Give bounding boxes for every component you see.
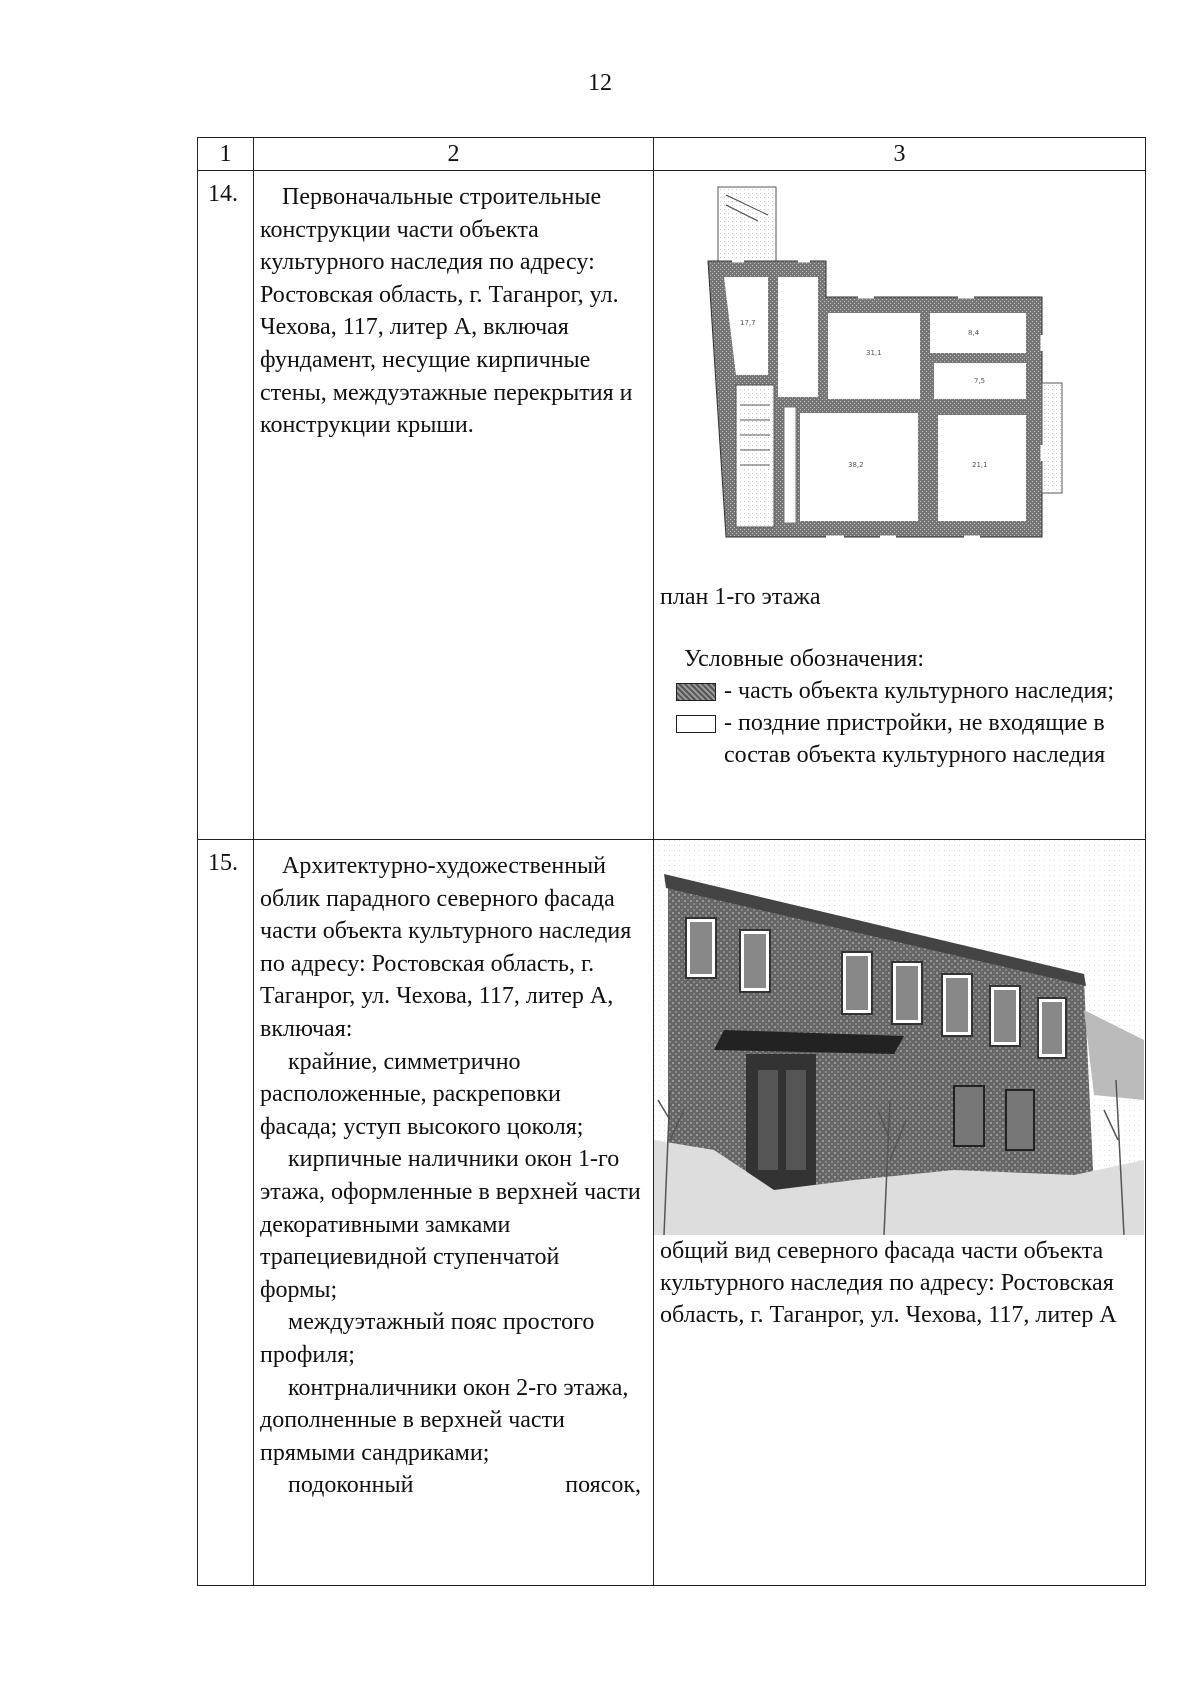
row-intro: Архитектурно-художественный облик парадного северного фасада части объекта культурного наследия по адресу: Ростовская область, г. Таганрог, ул. Чехова, 117, литер А, включая: — [260, 853, 632, 1042]
photo-caption: общий вид северного фасада части объекта культурного наследия по адресу: Ростовская область, г. Таганрог, ул. Чехова, 117, литер А — [660, 1238, 1117, 1328]
feature-item: кирпичные наличники окон 1-го этажа, оформленные в верхней части декоративными замками трапециевидной ступенчатой формы; — [260, 1146, 641, 1303]
page-number: 12 — [588, 70, 612, 96]
svg-text:8,4: 8,4 — [968, 329, 980, 337]
illustration-cell — [654, 171, 1146, 840]
facade-photo — [654, 840, 1145, 1235]
floor-plan — [654, 171, 1145, 581]
illustration-cell — [654, 840, 1146, 1586]
row-description: Первоначальные строительные конструкции части объекта культурного наследия по адресу: Ростовская область, г. Таганрог, ул. Чехова, 117, литер А, включая фундамент, несущие кирпичные стены, междуэтажные перекрытия и конструкции крыши. — [260, 184, 633, 439]
table-row — [198, 171, 1146, 840]
feature-item: подоконный поясок, — [288, 1472, 641, 1499]
feature-item: крайние, симметрично расположенные, раскреповки фасада; уступ высокого цоколя; — [260, 1048, 584, 1140]
header-col-1: 1 — [198, 138, 254, 171]
feature-item: междуэтажный пояс простого профиля; — [260, 1309, 595, 1368]
legend-title: Условные обозначения: — [684, 646, 925, 672]
svg-text:7,5: 7,5 — [974, 377, 986, 385]
svg-text:38,2: 38,2 — [848, 461, 864, 469]
row-description-cell — [254, 840, 654, 1586]
table-header-row — [198, 138, 1146, 171]
heritage-swatch-icon — [676, 683, 716, 701]
facade-photo-image — [654, 840, 1144, 1235]
plan-caption: план 1-го этажа — [660, 584, 821, 610]
heritage-table — [197, 137, 1146, 1586]
table-row — [198, 840, 1146, 1586]
svg-text:21,1: 21,1 — [972, 461, 988, 469]
svg-text:31,1: 31,1 — [866, 349, 882, 357]
row-number: 14. — [198, 171, 254, 840]
row-description-cell — [254, 171, 654, 840]
header-col-3: 3 — [654, 138, 1146, 171]
feature-item: контрналичники окон 2-го этажа, дополненные в верхней части прямыми сандриками; — [260, 1374, 629, 1466]
row-number: 15. — [198, 840, 254, 1586]
legend-item-text: - поздние пристройки, не входящие в состав объекта культурного наследия — [724, 710, 1106, 768]
header-col-2: 2 — [254, 138, 654, 171]
legend-item — [662, 707, 1137, 771]
legend — [654, 613, 1145, 771]
legend-item-text: - часть объекта культурного наследия; — [724, 678, 1115, 704]
addition-swatch-icon — [676, 715, 716, 733]
floor-plan-drawing — [668, 185, 1068, 575]
svg-text:17,7: 17,7 — [740, 319, 756, 327]
legend-item — [662, 675, 1137, 707]
